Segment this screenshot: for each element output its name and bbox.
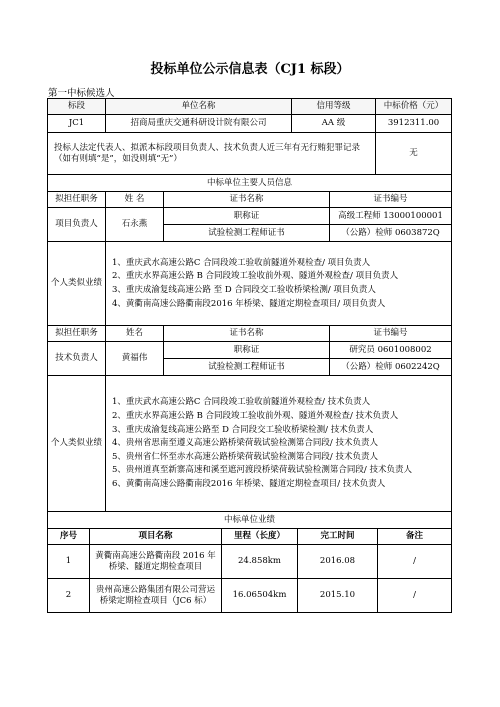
personnel-title: 中标单位主要人员信息: [48, 175, 452, 192]
tech-name: 黄福伟: [106, 342, 164, 376]
unit-cell: 招商局重庆交通科研设计院有限公司: [106, 115, 292, 133]
pm-cert-row-1: [48, 208, 452, 225]
tech-cert-1: 职称证: [164, 342, 330, 359]
tech-cert-row-1: [48, 342, 452, 359]
table-row: [48, 579, 452, 613]
bidder-row: [48, 115, 452, 133]
pm-cert-2: 试验检测工程师证书: [164, 225, 330, 242]
performance-header-row: [48, 529, 452, 545]
perf-header-note: 备注: [378, 529, 452, 545]
tech-no-1: 研究员 0601008002: [330, 342, 452, 359]
tech-exp-item: 1、重庆武水高速公路C 合同段竣工验收前隧道外观检查/ 技术负责人: [112, 397, 371, 408]
candidate-label: 第一中标候选人: [48, 88, 115, 99]
table-row: [48, 545, 452, 579]
header-price: 中标价格（元）: [376, 99, 452, 115]
record-row: [48, 133, 452, 175]
tech-cert-2: 试验检测工程师证书: [164, 359, 330, 376]
performance-section-row: [48, 512, 452, 529]
pm-exp-label: 个人类似业绩: [48, 242, 106, 326]
pm-exp-item: 2、重庆水界高速公路 B 合同段竣工验收前外观、隧道外观检查/ 项目负责人: [112, 271, 399, 282]
pm-role: 项目负责人: [48, 208, 106, 242]
pm-cert-header: 证书名称: [164, 192, 330, 208]
tech-role: 技术负责人: [48, 342, 106, 376]
tech-cert-header: 证书名称: [164, 326, 330, 342]
tech-exp-item: 6、黄衢南高速公路衢南段2016 年桥梁、隧道定期检查项目/ 技术负责人: [112, 479, 386, 490]
perf-date: 2015.10: [298, 579, 378, 613]
performance-title: 中标单位业绩: [48, 512, 452, 529]
tech-exp-item: 3、重庆成渝复线高速公路至 D 合同段交工验收桥梁检测/ 技术负责人: [112, 424, 374, 435]
main-table: [47, 98, 452, 529]
header-row: [48, 99, 452, 115]
performance-table: [47, 528, 452, 613]
info-sheet: [47, 98, 451, 613]
perf-no: 2: [48, 579, 90, 613]
pm-exp-item: 1、重庆武水高速公路C 合同段竣工验收前隧道外观检查/ 项目负责人: [112, 257, 371, 268]
pm-exp-item: 4、黄衢南高速公路衢南段2016 年桥梁、隧道定期检查项目/ 项目负责人: [112, 298, 386, 309]
perf-header-no: 序号: [48, 529, 90, 545]
tech-exp-item: 5、贵州省仁怀至赤水高速公路桥梁荷载试验检测第合同段/ 技术负责人: [112, 451, 378, 462]
header-credit: 信用等级: [292, 99, 376, 115]
tech-name-header: 姓名: [106, 326, 164, 342]
tech-exp-label: 个人类似业绩: [48, 376, 106, 512]
pm-name: 石永燕: [106, 208, 164, 242]
pm-no-2: （公路）检师 0603872Q: [330, 225, 452, 242]
pm-exp-row: [48, 242, 452, 326]
tech-exp-item: 4、贵州省思南至遵义高速公路桥梁荷载试验检测第合同段/ 技术负责人: [112, 438, 378, 449]
pm-header-row: [48, 192, 452, 208]
pm-exp-list: [106, 242, 452, 326]
perf-length: 24.858km: [222, 545, 298, 579]
perf-note: /: [378, 579, 452, 613]
perf-name: 黄衢南高速公路衢南段 2016 年桥梁、隧道定期检查项目: [90, 545, 222, 579]
perf-length: 16.06504km: [222, 579, 298, 613]
pm-no-header: 证书编号: [330, 192, 452, 208]
perf-no: 1: [48, 545, 90, 579]
pm-exp-item: 3、重庆成渝复线高速公路 至 D 合同段交工验收桥梁检测/ 项目负责人: [112, 285, 376, 295]
perf-date: 2016.08: [298, 545, 378, 579]
tech-exp-item: 2、重庆水界高速公路 B 合同段竣工验收前外观、隧道外观检查/ 技术负责人: [112, 410, 399, 421]
price-cell: 3912311.00: [376, 115, 452, 133]
record-question: 投标人法定代表人、拟派本标段项目负责人、技术负责人近三年有无行贿犯罪记录（如有则填“是”，如没则填“无”）: [48, 133, 376, 175]
pm-name-header: 姓 名: [106, 192, 164, 208]
section-cell: JC1: [48, 115, 106, 133]
page-title: 投标单位公示信息表（CJ1 标段）: [150, 62, 350, 77]
credit-cell: AA 级: [292, 115, 376, 133]
tech-exp-list: [106, 376, 452, 512]
pm-no-1: 高级工程师 13000100001: [330, 208, 452, 225]
pm-role-header: 拟担任职务: [48, 192, 106, 208]
record-answer: 无: [376, 133, 452, 175]
personnel-section-row: [48, 175, 452, 192]
header-section: 标段: [48, 99, 106, 115]
perf-name: 贵州高速公路集团有限公司营运桥梁定期检查项目（JC6 标）: [90, 579, 222, 613]
tech-exp-item: 5、贵州道真至新寨高速和溪至遮河渡段桥梁荷载试验检测第合同段/ 技术负责人: [112, 465, 412, 476]
perf-note: /: [378, 545, 452, 579]
header-unit: 单位名称: [106, 99, 292, 115]
tech-exp-row: [48, 376, 452, 512]
tech-header-row: [48, 326, 452, 342]
tech-no-header: 证书编号: [330, 326, 452, 342]
perf-header-length: 里程（长度）: [222, 529, 298, 545]
tech-role-header: 拟担任职务: [48, 326, 106, 342]
perf-header-name: 项目名称: [90, 529, 222, 545]
tech-no-2: （公路）检师 0602242Q: [330, 359, 452, 376]
pm-cert-1: 职称证: [164, 208, 330, 225]
perf-header-date: 完工时间: [298, 529, 378, 545]
